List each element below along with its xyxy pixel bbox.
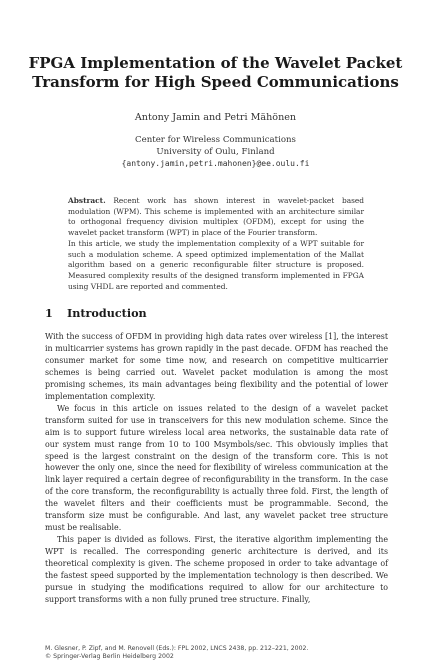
title-line-1: FPGA Implementation of the Wavelet Packet — [28, 54, 403, 72]
authors: Antony Jamin and Petri Mähönen — [134, 112, 297, 123]
abstract — [68, 196, 364, 292]
footnote-copyright: © Springer-Verlag Berlin Heidelberg 2002 — [45, 652, 174, 660]
footnote-citation: M. Glesner, P. Zipf, and M. Renovell (Eds.): FPL 2002, LNCS 2438, pp. 212–221, 2002. — [45, 645, 309, 652]
section-title: Introduction — [67, 306, 147, 320]
paper-title — [20, 54, 411, 92]
section-number: 1 — [45, 306, 53, 320]
section-heading — [45, 306, 147, 320]
footnote — [45, 645, 388, 660]
title-line-2: Transform for High Speed Communications — [32, 73, 399, 91]
abstract-label: Abstract. — [68, 196, 106, 205]
affiliation-university: University of Oulu, Finland — [156, 146, 275, 157]
body-text — [45, 331, 388, 606]
author-email: {antony.jamin,petri.mahonen}@ee.oulu.fi — [121, 159, 310, 168]
abstract-paragraph-1 — [68, 196, 364, 239]
affiliation — [20, 135, 411, 170]
abstract-text-1: Recent work has shown interest in wavelet-packet based modulation (WPM). This scheme is implemented with an architecture similar to orthogonal frequency division multiplex (OFDM), except for using the wavelet packet transform (WPT) in place of the Fourier transform. — [68, 196, 364, 238]
body-paragraph-1: With the success of OFDM in providing high data rates over wireless [1], the interest in multicarrier systems has grown rapidly in the past decade. OFDM has reached the consumer market for some time now, and research on competitive multicarrier schemes is being carried out. Wavelet packet modulation is among the most promising schemes, its main advantages being flexibility and the potential of lower implementation complexity. — [45, 332, 388, 401]
affiliation-center: Center for Wireless Communications — [135, 135, 296, 145]
body-paragraph-3: This paper is divided as follows. First, the iterative algorithm implementing the WPT is recalled. The corresponding generic architecture is derived, and its theoretical complexity is given. The scheme proposed in order to take advantage of the fastest speed supported by the implementation technology is then described. We pursue in studying the modifications required to allow for our architecture to support transforms with a non fully pruned tree structure. Finally, — [45, 535, 388, 604]
body-paragraph-2: We focus in this article on issues related to the design of a wavelet packet transform suited for use in transceivers for this new modulation scheme. Since the aim is to support future wireless local area networks, the sustainable data rate of our system must range from 10 to 100 Msymbols/sec. This obviously implies that speed is the largest constraint on the design of the transform core. This is not however the only one, since the need for flexibility of wireless communication at the link layer required a certain degree of reconfigurability in the transform. In the case of the core transform, the reconfigurability is actually three fold. First, the length of the wavelet filters and their coefficients must be programmable. Second, the transform size must be configurable. And last, any wavelet packet tree structure must be realisable. — [45, 403, 388, 533]
abstract-paragraph-2: In this article, we study the implementation complexity of a WPT suitable for such a modulation scheme. A speed optimized implementation of the Mallat algorithm based on a generic reconfigurable filter structure is proposed. Measured complexity results of the designed transform implemented in FPGA using VHDL are reported and commented. — [68, 238, 364, 291]
